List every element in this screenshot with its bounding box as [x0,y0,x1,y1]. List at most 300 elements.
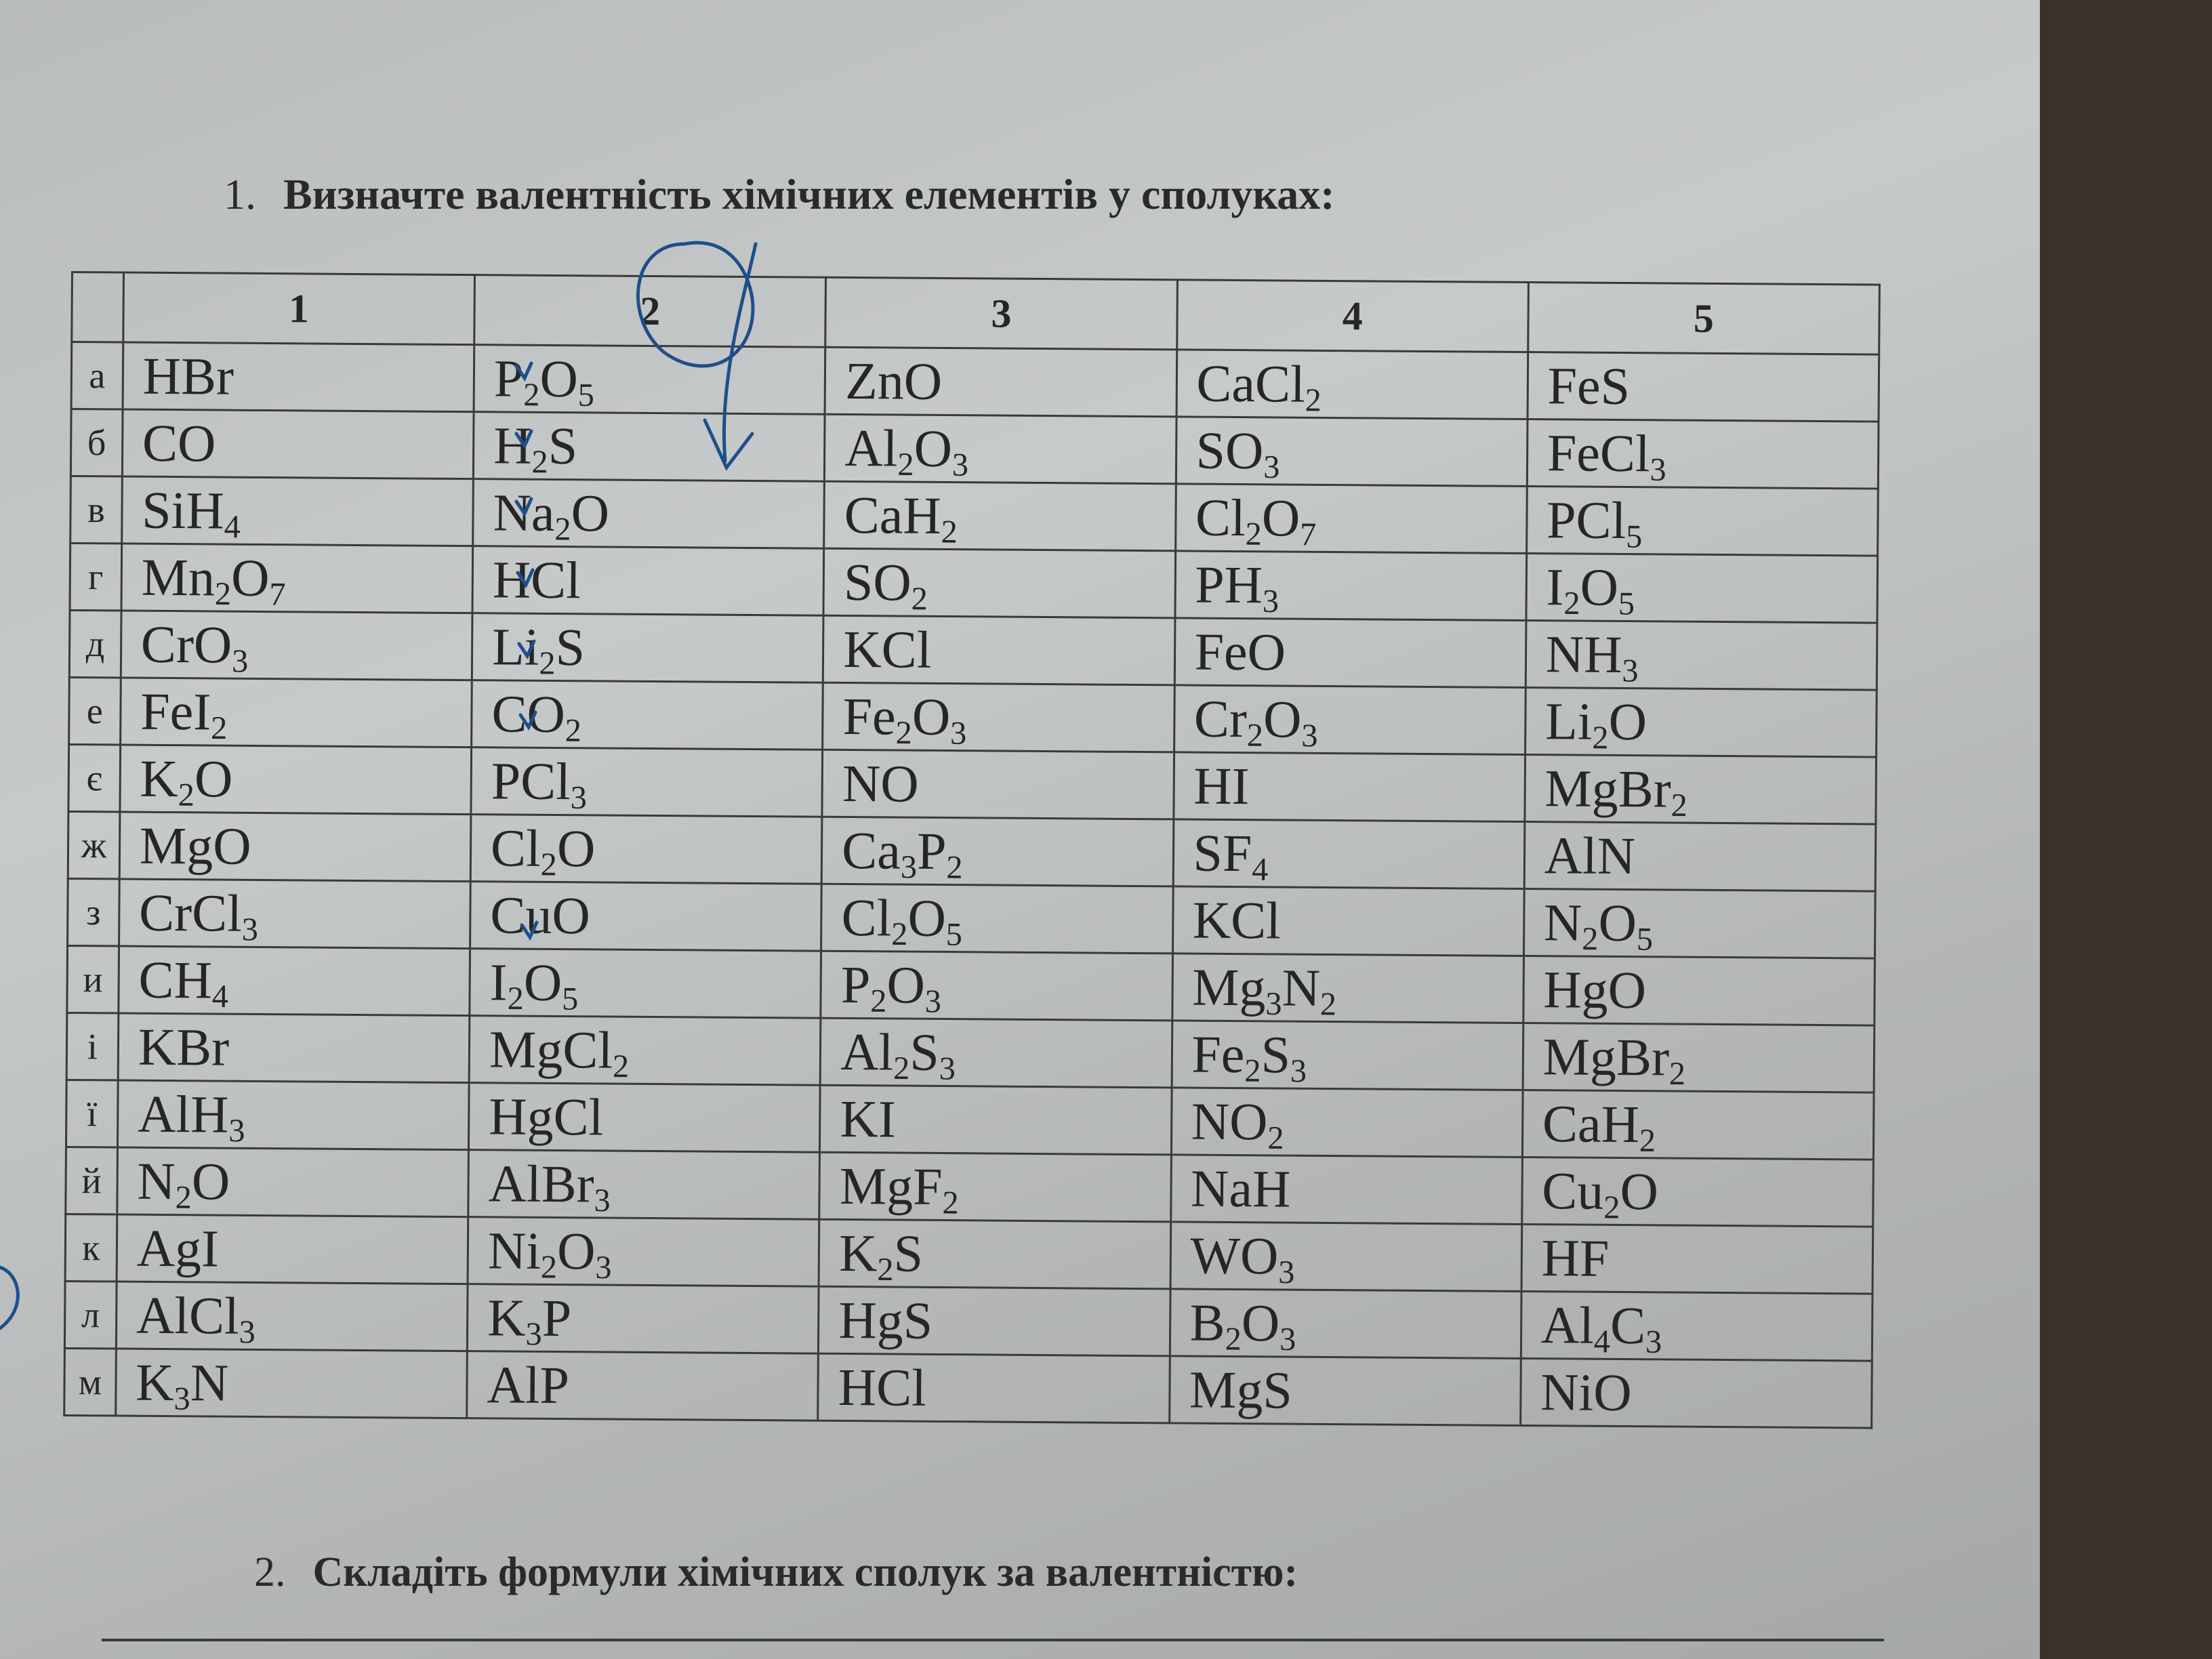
formula-symbol: KBr [138,1017,230,1077]
formula-subscript: 7 [1299,516,1317,553]
formula-cell [820,1085,1172,1155]
formula-subscript: 5 [1618,586,1635,622]
formula-subscript: 2 [890,916,908,953]
formula-cell [116,1282,468,1351]
row-label: і [66,1012,119,1080]
formula-subscript: 2 [565,712,582,749]
table-row [68,744,1877,824]
task-1-title: Визначте валентність хімічних елементів у сполуках: [283,170,1335,218]
formula-symbol: O [556,1221,596,1281]
formula-symbol: P [916,821,947,881]
formula-cell [469,1083,821,1153]
formula-subscript: 2 [1582,921,1599,958]
formula-symbol: SO [1195,420,1264,480]
formula-cell [819,1286,1170,1356]
table-row [70,544,1878,623]
formula-subscript: 2 [1563,585,1580,622]
formula-cell [472,546,824,616]
formula-symbol: HBr [142,346,234,406]
formula-cell [123,342,474,412]
formula-subscript: 2 [1245,516,1262,552]
formula-subscript: 5 [561,981,579,1017]
formula-symbol: AlBr [488,1153,594,1214]
formula-cell [1521,1224,1873,1294]
formula-symbol: O [907,888,947,948]
formula-cell [1174,551,1526,621]
formula-cell [821,951,1172,1021]
formula-subscript: 2 [1305,382,1322,419]
row-label: г [70,544,122,611]
formula-subscript: 2 [175,1179,192,1216]
formula-subscript: 4 [211,979,229,1015]
corner-cell [72,272,124,343]
formula-cell [825,414,1176,484]
row-label: й [66,1147,118,1214]
formula-symbol: K [487,1288,526,1347]
formula-symbol: HF [1541,1228,1610,1288]
formula-symbol: S [909,1022,940,1082]
formula-subscript: 2 [540,846,558,883]
table-row [69,610,1877,690]
formula-subscript: 2 [1319,986,1337,1023]
formula-symbol: CaCl [1196,353,1306,413]
row-label: е [69,677,121,745]
formula-cell [818,1353,1170,1423]
formula-symbol: Ni [487,1221,541,1280]
formula-symbol: H [493,415,532,475]
formula-symbol: O [1263,689,1302,749]
formula-symbol: MgBr [1544,758,1672,819]
formula-symbol: FeO [1194,621,1286,682]
formula-cell [1521,1291,1872,1361]
formula-subscript: 2 [893,1050,910,1087]
formula-cell [473,412,825,482]
formula-symbol: O [886,955,926,1015]
formula-cell [121,611,472,680]
table-row [68,878,1876,958]
formula-cell [1173,752,1525,822]
row-label: л [64,1281,117,1349]
task-2-title: Складіть формули хімічних сполук за валентністю: [312,1549,1298,1595]
formula-subscript: 3 [1290,1053,1307,1090]
formula-cell [823,682,1174,752]
row-label: и [67,945,119,1013]
task-1-number: 1. [224,170,256,218]
formula-symbol: N [190,1353,229,1412]
formula-cell [119,812,471,882]
formula-symbol: P [840,954,871,1015]
formula-symbol: Cl [841,887,892,947]
row-label: в [70,476,123,544]
row-label: ї [66,1080,118,1147]
formula-subscript: 3 [949,715,967,752]
formula-cell [819,1152,1171,1222]
formula-symbol: Fe [842,686,897,746]
formula-symbol: HgO [1543,960,1647,1020]
formula-cell [119,946,470,1016]
formula-cell [1526,487,1878,556]
formula-cell [1174,618,1526,688]
formula-subscript: 4 [1251,851,1269,888]
formula-subscript: 3 [939,1050,956,1087]
formula-subscript: 2 [1639,1122,1656,1159]
formula-symbol: MgBr [1542,1027,1670,1087]
formula-subscript: 3 [525,1316,542,1353]
formula-symbol: SO [843,552,912,612]
formula-subscript: 2 [1603,1189,1620,1226]
formula-symbol: HgS [838,1290,933,1350]
formula-cell [1522,1090,1874,1160]
table-row [66,1012,1875,1092]
formula-subscript: 2 [1671,787,1688,824]
formula-cell [1172,886,1524,956]
formula-symbol: AlN [1544,825,1636,886]
formula-subscript: 3 [173,1380,190,1417]
formula-subscript: 2 [942,1185,959,1221]
table-row [68,811,1876,891]
table-row [64,1348,1872,1428]
formula-cell [120,745,472,815]
formula-symbol: B [1189,1292,1226,1352]
formula-cell [822,750,1174,819]
formula-cell [470,949,821,1019]
table-row [70,476,1879,556]
formula-symbol: SiH [142,480,225,540]
formula-symbol: N [1543,893,1582,952]
formula-subscript: 5 [577,377,595,413]
formula-subscript: 3 [228,1113,245,1149]
formula-subscript: 7 [269,576,286,613]
formula-cell [122,409,474,479]
formula-cell [474,345,825,415]
formula-symbol: O [230,548,270,608]
formula-symbol: CaH [844,485,942,545]
formula-symbol: MgCl [489,1019,613,1080]
formula-symbol: SF [1193,823,1252,883]
formula-symbol: S [548,415,578,476]
formula-symbol: S [1261,1025,1291,1084]
formula-symbol: O [571,483,610,543]
formula-cell [1173,819,1525,889]
formula-cell [1171,1088,1523,1158]
formula-subscript: 3 [1645,1324,1662,1360]
formula-symbol: Cl [1195,487,1246,548]
task-2-heading [254,1549,1298,1597]
formula-cell [469,1016,821,1086]
formula-subscript: 5 [1636,921,1654,958]
formula-symbol: HgCl [489,1086,604,1147]
formula-subscript: 5 [945,916,963,953]
table-row [71,342,1879,422]
formula-subscript: 2 [178,777,195,813]
formula-subscript: 2 [214,576,232,613]
formula-subscript: 3 [239,1314,255,1351]
formula-cell [1169,1356,1521,1426]
formula-symbol: O [1241,1293,1280,1353]
formula-symbol: CuO [490,885,591,945]
row-label: б [70,409,123,477]
formula-symbol: Mg [1191,957,1266,1017]
formula-symbol: O [1608,691,1647,752]
formula-symbol: CrCl [138,882,243,943]
formula-symbol: Li [491,617,539,676]
formula-cell [117,1147,469,1217]
formula-cell [470,815,822,884]
formula-symbol: FeI [140,681,211,741]
formula-cell [825,347,1176,417]
formula-cell [471,747,823,817]
formula-subscript: 2 [1267,1120,1284,1157]
row-label: є [68,744,121,812]
formula-symbol: O [912,687,951,747]
formula-cell [120,678,472,747]
formula-cell [1172,954,1523,1023]
formula-symbol: AlP [487,1355,570,1415]
task-2-number: 2. [254,1549,286,1595]
formula-subscript: 2 [877,1251,894,1288]
table-row [70,409,1879,489]
formula-symbol: Cu [1542,1161,1604,1221]
formula-subscript: 3 [241,912,259,948]
formula-symbol: WO [1190,1225,1279,1286]
formula-symbol: KI [840,1088,897,1149]
formula-subscript: 2 [869,983,887,1019]
formula-symbol: AlH [137,1084,229,1144]
formula-cell [1523,888,1875,958]
table-row [69,677,1877,757]
formula-subscript: 2 [523,377,540,413]
column-header: 1 [123,272,475,345]
formula-symbol: N [137,1151,176,1211]
formula-cell [824,481,1176,551]
formula-cell [1527,419,1879,489]
formula-symbol: C [1610,1295,1646,1355]
formula-symbol: Al [1540,1295,1595,1355]
compounds-table [63,271,1881,1429]
formula-symbol: AgI [136,1218,220,1278]
formula-cell [1174,685,1525,755]
formula-cell [122,476,474,546]
formula-symbol: K [136,1352,175,1412]
formula-symbol: FeCl [1547,423,1650,483]
formula-cell [823,615,1175,685]
table-body [64,342,1879,1429]
formula-symbol: NH [1545,624,1622,684]
formula-symbol: Ca [842,820,901,880]
column-header: 5 [1528,283,1879,355]
formula-subscript: 2 [1244,1052,1261,1089]
formula-symbol: K [140,748,179,808]
formula-subscript: 2 [531,444,548,480]
formula-subscript: 3 [1301,718,1318,754]
formula-cell [1176,350,1528,419]
formula-subscript: 3 [1650,451,1666,488]
formula-symbol: Li [1544,691,1593,751]
formula-symbol: CH [138,949,213,1010]
formula-cell [1524,821,1876,891]
formula-cell [1175,484,1527,554]
formula-symbol: O [1620,1161,1659,1221]
formula-symbol: S [893,1223,924,1283]
formula-symbol: NO [842,753,920,813]
formula-symbol: Cr [1193,689,1248,749]
formula-cell [467,1284,819,1354]
formula-cell [1523,956,1875,1025]
formula-symbol: I [1546,557,1564,617]
formula-subscript: 2 [897,447,914,483]
formula-symbol: P [541,1288,572,1348]
formula-symbol: Mn [141,547,216,607]
formula-subscript: 3 [594,1182,611,1219]
formula-symbol: NO [1191,1091,1268,1151]
formula-subscript: 3 [1262,583,1279,619]
formula-symbol: PCl [491,751,571,811]
formula-symbol: P [493,348,524,408]
formula-cell [473,479,825,549]
formula-cell [1525,620,1877,690]
formula-symbol: CaH [1542,1094,1640,1154]
formula-symbol: PCl [1546,490,1626,550]
formula-symbol: NaH [1190,1158,1291,1218]
formula-cell [467,1351,819,1421]
formula-subscript: 2 [1225,1321,1242,1357]
formula-subscript: 3 [900,849,918,886]
formula-cell [118,1013,470,1083]
formula-cell [821,884,1173,954]
formula-symbol: O [191,1151,230,1211]
formula-symbol: CrO [140,614,232,674]
formula-cell [472,680,823,750]
formula-symbol: Al [840,1021,894,1082]
formula-cell [821,817,1173,886]
formula-symbol: CO [142,413,216,473]
formula-cell [117,1214,468,1284]
formula-subscript: 4 [224,509,241,546]
task-1-heading [224,169,1335,220]
formula-symbol: MgO [139,815,251,876]
formula-symbol: Fe [1191,1024,1245,1084]
formula-symbol: O [1261,488,1300,548]
formula-symbol: NiO [1540,1362,1632,1422]
formula-cell [468,1150,820,1220]
formula-subscript: 2 [911,581,928,617]
formula-symbol: I [489,952,508,1012]
formula-symbol: MgS [1189,1359,1293,1420]
formula-cell [468,1217,819,1287]
formula-subscript: 2 [1592,720,1609,756]
table-row [64,1281,1872,1361]
column-header: 4 [1176,280,1528,352]
formula-cell [820,1018,1172,1088]
formula-subscript: 3 [1278,1254,1295,1291]
formula-subscript: 3 [231,643,249,680]
formula-subscript: 2 [1246,717,1264,754]
formula-symbol: HCl [492,550,581,610]
formula-symbol: O [194,749,233,808]
formula-symbol: O [556,819,596,878]
formula-symbol: O [1580,557,1619,617]
formula-cell [119,879,470,949]
formula-cell [819,1219,1170,1289]
formula-subscript: 2 [941,514,958,550]
formula-subscript: 4 [1593,1324,1611,1360]
formula-cell [1520,1358,1872,1428]
formula-subscript: 2 [554,511,571,548]
formula-cell [1170,1222,1522,1292]
row-label: а [71,342,123,410]
table-row [67,945,1875,1025]
formula-subscript: 3 [1265,985,1282,1023]
formula-subscript: 3 [951,447,969,483]
formula-cell [1521,1157,1873,1227]
formula-cell [1525,754,1877,824]
formula-symbol: KCl [1192,890,1282,950]
formula-symbol: KCl [843,619,932,679]
table-row [65,1214,1873,1294]
table-row [66,1147,1874,1227]
formula-subscript: 3 [924,983,942,1020]
formula-symbol: Na [493,483,555,542]
row-label: м [64,1348,117,1416]
formula-symbol: MgF [839,1155,943,1216]
formula-subscript: 2 [946,849,963,886]
formula-cell [121,544,473,613]
formula-symbol: HCl [838,1357,927,1417]
formula-cell [823,548,1175,618]
formula-subscript: 2 [539,645,556,682]
formula-cell [1170,1155,1522,1225]
formula-subscript: 3 [595,1249,612,1286]
formula-cell [1176,417,1528,487]
formula-cell [1523,1023,1875,1092]
formula-subscript: 3 [1622,653,1639,689]
formula-cell [1170,1289,1521,1359]
formula-cell [470,882,822,951]
formula-symbol: Al [844,417,898,478]
formula-cell [116,1349,468,1418]
formula-symbol: Cl [490,818,541,878]
formula-symbol: AlCl [136,1285,240,1345]
row-label: з [68,878,120,946]
formula-cell [1525,687,1877,757]
row-label: к [65,1214,117,1282]
formula-subscript: 3 [1263,449,1280,485]
formula-subscript: 2 [507,981,524,1017]
formula-subscript: 5 [1625,518,1643,555]
formula-symbol: CO [491,684,566,744]
column-header: 2 [474,275,826,348]
column-header: 3 [825,277,1177,350]
formula-symbol: FeS [1547,356,1631,416]
formula-symbol: O [539,348,579,409]
formula-symbol: O [914,418,953,478]
formula-symbol: O [523,952,562,1012]
formula-cell [1172,1021,1523,1090]
row-label: ж [68,811,120,879]
formula-symbol: K [838,1223,878,1283]
next-table-top-border [102,1639,1884,1641]
table-row [66,1080,1874,1160]
formula-cell [472,613,823,683]
table-header-row [72,272,1880,355]
formula-symbol: HI [1193,756,1250,816]
formula-cell [1528,352,1879,422]
formula-subscript: 2 [540,1249,558,1286]
formula-subscript: 3 [570,779,588,816]
formula-subscript: 2 [612,1048,630,1085]
formula-symbol: S [555,617,586,677]
formula-subscript: 2 [1668,1056,1686,1092]
